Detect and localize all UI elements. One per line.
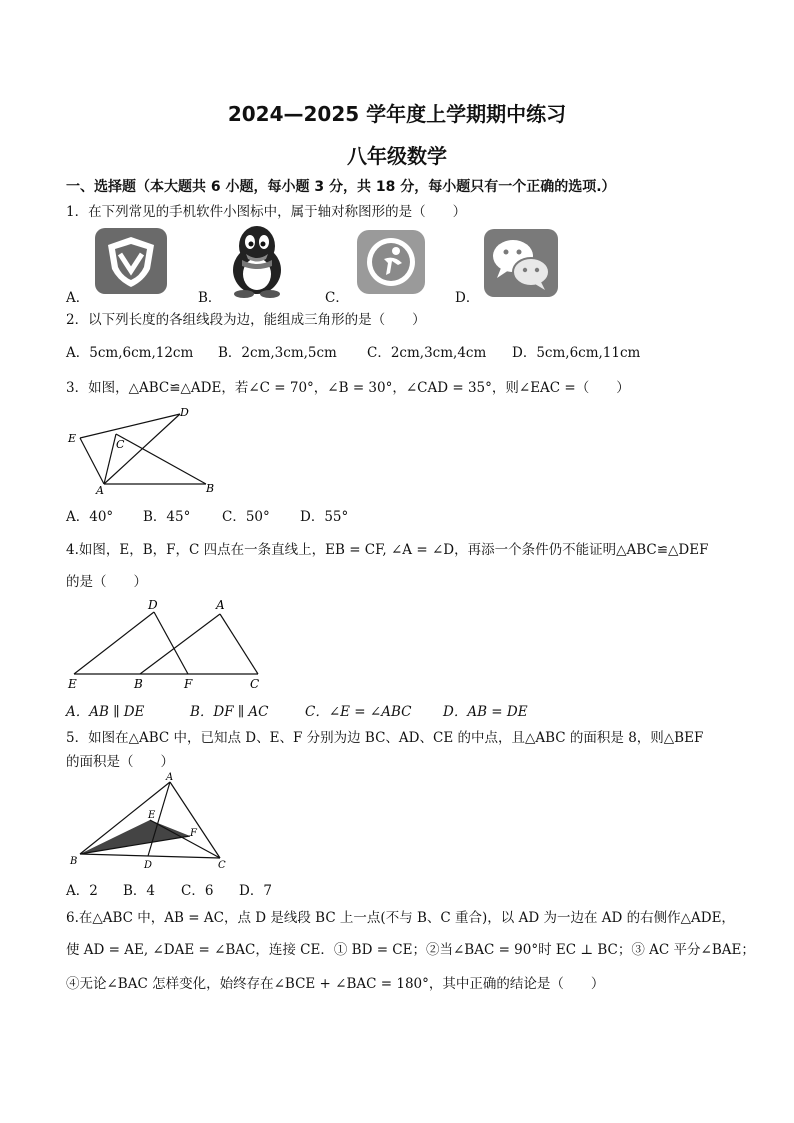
chat-bubbles-icon (483, 228, 559, 302)
q4-stem-line1: 4.如图，E，B，F，C 四点在一条直线上，EB = CF, ∠A = ∠D，再添一个条件仍不能证明△ABC≌△DEF (66, 542, 709, 558)
running-person-icon (356, 229, 426, 299)
q4-option-c: C．∠E = ∠ABC (305, 704, 412, 720)
q3-option-b: B．45° (143, 509, 191, 525)
q5-option-b: B．4 (123, 883, 156, 899)
q5-option-d: D．7 (239, 883, 272, 899)
q2-option-a: A．5cm,6cm,12cm (66, 345, 194, 361)
q5-option-a: A．2 (66, 883, 98, 899)
q4-label-a: A (216, 598, 225, 612)
q1-stem: 1．在下列常见的手机软件小图标中，属于轴对称图形的是（ ） (66, 204, 467, 220)
q4-figure (64, 596, 274, 692)
q5-label-f: F (190, 828, 197, 839)
q4-label-e: E (68, 677, 77, 691)
q4-label-b: B (134, 677, 143, 691)
q3-label-e: E (68, 432, 77, 445)
q6-line2: 使 AD = AE, ∠DAE = ∠BAC，连接 CE．① BD = CE；②当∠BAC = 90°时 EC ⊥ BC；③ AC 平分∠BAE； (66, 942, 755, 958)
page-title: 2024—2025 学年度上学期期中练习 (227, 102, 567, 126)
q3-label-b: B (206, 482, 215, 495)
q1-label-d: D． (455, 290, 480, 306)
q4-option-a: A．AB ∥ DE (66, 704, 145, 720)
q5-stem-line1: 5．如图在△ABC 中，已知点 D、E、F 分别为边 BC、AD、CE 的中点，且△ABC 的面积是 8，则△BEF (66, 730, 704, 746)
q1-label-a: A． (66, 290, 90, 306)
q4-label-c: C (250, 677, 260, 691)
penguin-icon (222, 222, 292, 302)
q3-label-d: D (180, 406, 189, 419)
section-heading: 一、选择题（本大题共 6 小题，每小题 3 分，共 18 分，每小题只有一个正确的选项.） (66, 179, 616, 195)
q4-label-f: F (184, 677, 193, 691)
q4-option-b: B．DF ∥ AC (190, 704, 269, 720)
q5-label-c: C (218, 860, 226, 870)
q3-option-a: A．40° (66, 509, 114, 525)
q3-figure (64, 404, 224, 496)
page-subtitle: 八年级数学 (347, 144, 447, 168)
q4-option-d: D．AB = DE (443, 704, 528, 720)
q5-label-a: A (166, 772, 174, 783)
q5-figure (64, 770, 244, 870)
q3-label-c: C (116, 438, 125, 451)
q5-label-e: E (148, 810, 156, 821)
q5-label-b: B (70, 856, 78, 867)
q4-label-d: D (148, 598, 158, 612)
q3-option-c: C．50° (222, 509, 270, 525)
q1-label-c: C． (325, 290, 349, 306)
q5-option-c: C．6 (181, 883, 214, 899)
q3-option-d: D．55° (300, 509, 349, 525)
q2-option-b: B．2cm,3cm,5cm (218, 345, 337, 361)
q2-stem: 2．以下列长度的各组线段为边，能组成三角形的是（ ） (66, 312, 426, 328)
q6-line1: 6.在△ABC 中，AB = AC，点 D 是线段 BC 上一点(不与 B、C 重合)，以 AD 为一边在 AD 的右侧作△ADE， (66, 910, 735, 926)
q1-label-b: B． (198, 290, 222, 306)
q3-label-a: A (96, 484, 104, 496)
q5-stem-line2: 的面积是（ ） (66, 754, 174, 770)
q5-label-d: D (144, 860, 153, 870)
q6-line3: ④无论∠BAC 怎样变化，始终存在∠BCE + ∠BAC = 180°，其中正确的结论是（ ） (66, 976, 605, 992)
q4-stem-line2: 的是（ ） (66, 574, 147, 590)
shield-app-icon (94, 227, 168, 299)
q2-option-d: D．5cm,6cm,11cm (512, 345, 641, 361)
q3-stem: 3．如图，△ABC≌△ADE，若∠C = 70°，∠B = 30°，∠CAD = 35°，则∠EAC =（ ） (66, 380, 630, 396)
q2-option-c: C．2cm,3cm,4cm (367, 345, 487, 361)
